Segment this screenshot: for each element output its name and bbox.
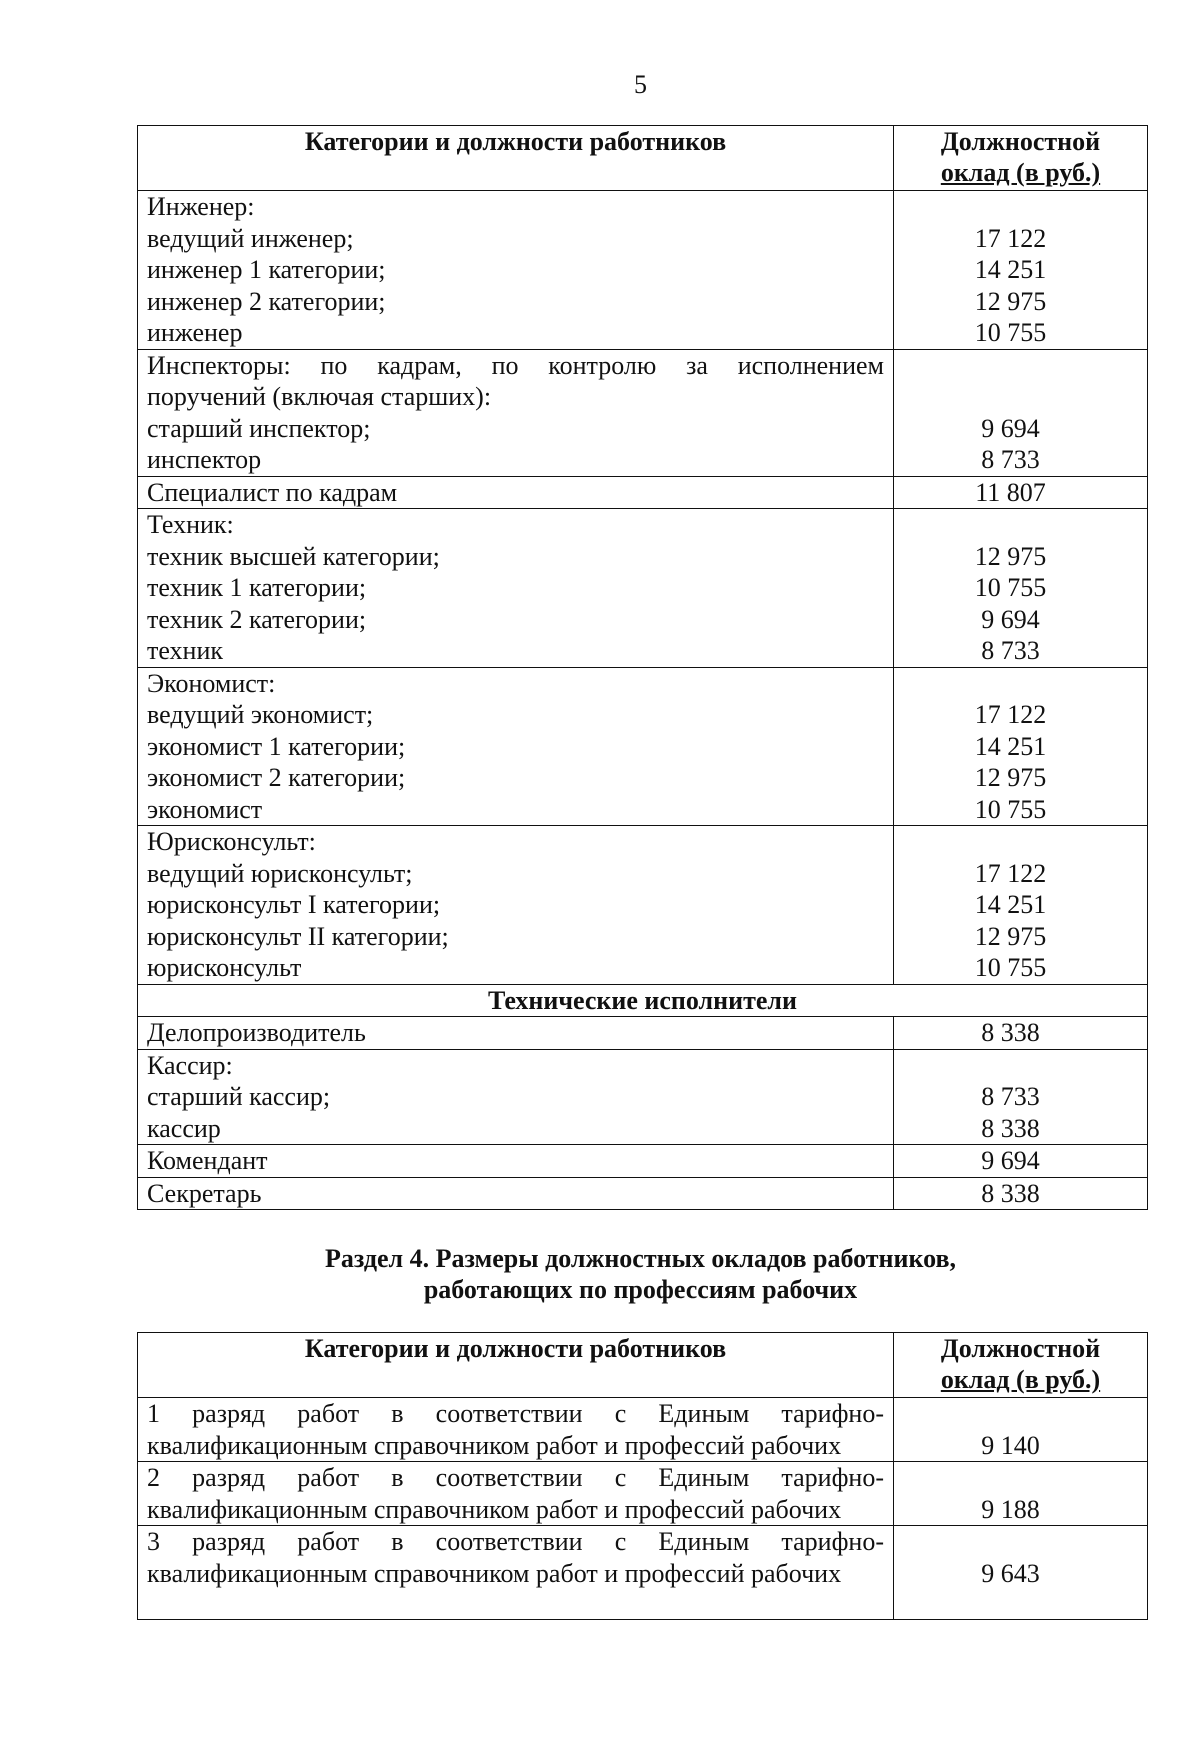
clerk-salary [894, 1017, 1148, 1050]
salary-value: 9 694 [981, 413, 1040, 443]
position-name: Комендант [147, 1146, 268, 1175]
position-name: Секретарь [147, 1178, 262, 1208]
position-name: экономист 2 категории; [147, 763, 406, 792]
table-header-row [138, 126, 1148, 191]
position-name: ведущий экономист; [147, 700, 374, 729]
salary-table-workers [137, 1332, 1148, 1620]
legal-counsel-salaries [894, 826, 1148, 985]
legal-counsel-group [138, 826, 894, 985]
grade-text-line1: 1 разряд работ в соответствии с Единым тарифно- [147, 1399, 884, 1428]
table-row [138, 509, 1148, 668]
position-name: техник высшей категории; [147, 541, 440, 571]
grade-1-description [138, 1398, 894, 1462]
grade-text-line2: квалификационным справочником работ и профессий рабочих [147, 1558, 842, 1588]
salary-value: 17 122 [974, 223, 1047, 253]
grade-text-line1: 3 разряд работ в соответствии с Единым тарифно- [147, 1527, 884, 1556]
section-title-line1: Раздел 4. Размеры должностных окладов работников, [324, 1244, 957, 1273]
position-name: техник 1 категории; [147, 573, 367, 602]
technician-salaries [894, 509, 1148, 668]
salary-value: 14 251 [974, 255, 1047, 284]
grade-text-line2: квалификационным справочником работ и профессий рабочих [147, 1430, 842, 1460]
salary-value: 8 733 [981, 445, 1040, 474]
position-name: техник 2 категории; [147, 604, 367, 634]
inspectors-salaries [894, 349, 1148, 476]
position-name: инспектор [147, 445, 262, 474]
table-row [138, 1462, 1148, 1526]
salary-table-specialists [137, 125, 1148, 1210]
inspectors-group [138, 349, 894, 476]
table-row [138, 1017, 1148, 1050]
position-name: Специалист по кадрам [147, 477, 398, 507]
clerk [138, 1017, 894, 1050]
salary-value: 9 694 [981, 1146, 1040, 1175]
grade-2-salary [894, 1462, 1148, 1526]
economist-salaries [894, 667, 1148, 826]
position-name: Делопроизводитель [147, 1018, 366, 1047]
position-name: ведущий инженер; [147, 223, 354, 253]
commandant-salary [894, 1145, 1148, 1178]
salary-value: 9 188 [981, 1494, 1040, 1524]
table-row [138, 476, 1148, 509]
table-subheading-row [138, 984, 1148, 1017]
position-name: инженер [147, 318, 243, 347]
salary-value: 14 251 [974, 890, 1047, 919]
salary-value: 12 975 [974, 763, 1047, 792]
grade-2-description [138, 1462, 894, 1526]
grade-1-salary [894, 1398, 1148, 1462]
salary-value: 8 338 [981, 1113, 1040, 1143]
group-title: Инженер: [147, 192, 255, 221]
salary-value: 8 338 [981, 1018, 1040, 1047]
technical-staff-heading: Технические исполнители [138, 984, 1148, 1017]
position-name: старший инспектор; [147, 413, 371, 443]
section-4-title [0, 1243, 1200, 1305]
salary-value: 12 975 [974, 541, 1047, 571]
salary-value: 10 755 [974, 953, 1047, 982]
position-name: кассир [147, 1113, 221, 1143]
header-category: Категории и должности работников [138, 126, 894, 191]
table-row [138, 1145, 1148, 1178]
header-salary [894, 1333, 1148, 1398]
header-category: Категории и должности работников [138, 1333, 894, 1398]
table-row [138, 1049, 1148, 1145]
group-title: Техник: [147, 510, 234, 539]
group-title: Кассир: [147, 1050, 233, 1080]
economist-group [138, 667, 894, 826]
header-salary-line1: Должностной [940, 1334, 1101, 1363]
header-salary-line1: Должностной [940, 127, 1101, 156]
salary-value: 10 755 [974, 794, 1047, 824]
salary-value: 17 122 [974, 858, 1047, 888]
position-name: инженер 2 категории; [147, 286, 386, 316]
table-row [138, 1177, 1148, 1210]
salary-value: 9 140 [981, 1430, 1040, 1460]
group-title: Инспекторы: по кадрам, по контролю за исполнением [147, 350, 884, 380]
salary-value: 8 338 [981, 1178, 1040, 1208]
group-title: Экономист: [147, 668, 276, 698]
table-row [138, 191, 1148, 350]
salary-value: 12 975 [974, 286, 1047, 316]
group-title-continued: поручений (включая старших): [147, 382, 492, 411]
secretary-salary [894, 1177, 1148, 1210]
salary-value: 11 807 [975, 477, 1046, 507]
position-name: инженер 1 категории; [147, 255, 386, 284]
salary-value: 10 755 [974, 318, 1047, 347]
position-name: экономист [147, 794, 263, 824]
header-salary-line2: оклад (в руб.) [940, 1365, 1101, 1394]
salary-value: 14 251 [974, 731, 1047, 761]
page-number: 5 [634, 70, 647, 99]
table-row [138, 1398, 1148, 1462]
section-title-line2: работающих по профессиям рабочих [423, 1275, 858, 1304]
position-name: ведущий юрисконсульт; [147, 858, 413, 888]
salary-value: 17 122 [974, 700, 1047, 729]
position-name: экономист 1 категории; [147, 731, 406, 761]
table-row [138, 349, 1148, 476]
salary-value: 9 643 [981, 1558, 1040, 1588]
technician-group [138, 509, 894, 668]
grade-text-line2: квалификационным справочником работ и профессий рабочих [147, 1494, 842, 1524]
engineer-group [138, 191, 894, 350]
engineer-salaries [894, 191, 1148, 350]
hr-specialist-salary [894, 476, 1148, 509]
table-header-row [138, 1333, 1148, 1398]
table-row [138, 1526, 1148, 1620]
table-row [138, 667, 1148, 826]
header-salary [894, 126, 1148, 191]
position-name: юрисконсульт II категории; [147, 921, 449, 951]
position-name: старший кассир; [147, 1082, 331, 1111]
grade-text-line1: 2 разряд работ в соответствии с Единым тарифно- [147, 1463, 884, 1492]
cashier-group [138, 1049, 894, 1145]
hr-specialist [138, 476, 894, 509]
position-name: юрисконсульт I категории; [147, 890, 441, 919]
header-salary-line2: оклад (в руб.) [940, 158, 1101, 187]
secretary [138, 1177, 894, 1210]
grade-3-salary [894, 1526, 1148, 1620]
salary-value: 9 694 [981, 604, 1040, 634]
salary-value: 8 733 [981, 1082, 1040, 1111]
salary-value: 8 733 [981, 636, 1040, 665]
salary-value: 10 755 [974, 573, 1047, 602]
cashier-salaries [894, 1049, 1148, 1145]
group-title: Юрисконсульт: [147, 827, 316, 856]
commandant [138, 1145, 894, 1178]
grade-3-description [138, 1526, 894, 1620]
position-name: юрисконсульт [147, 953, 302, 982]
position-name: техник [147, 636, 224, 665]
table-row [138, 826, 1148, 985]
salary-value: 12 975 [974, 921, 1047, 951]
